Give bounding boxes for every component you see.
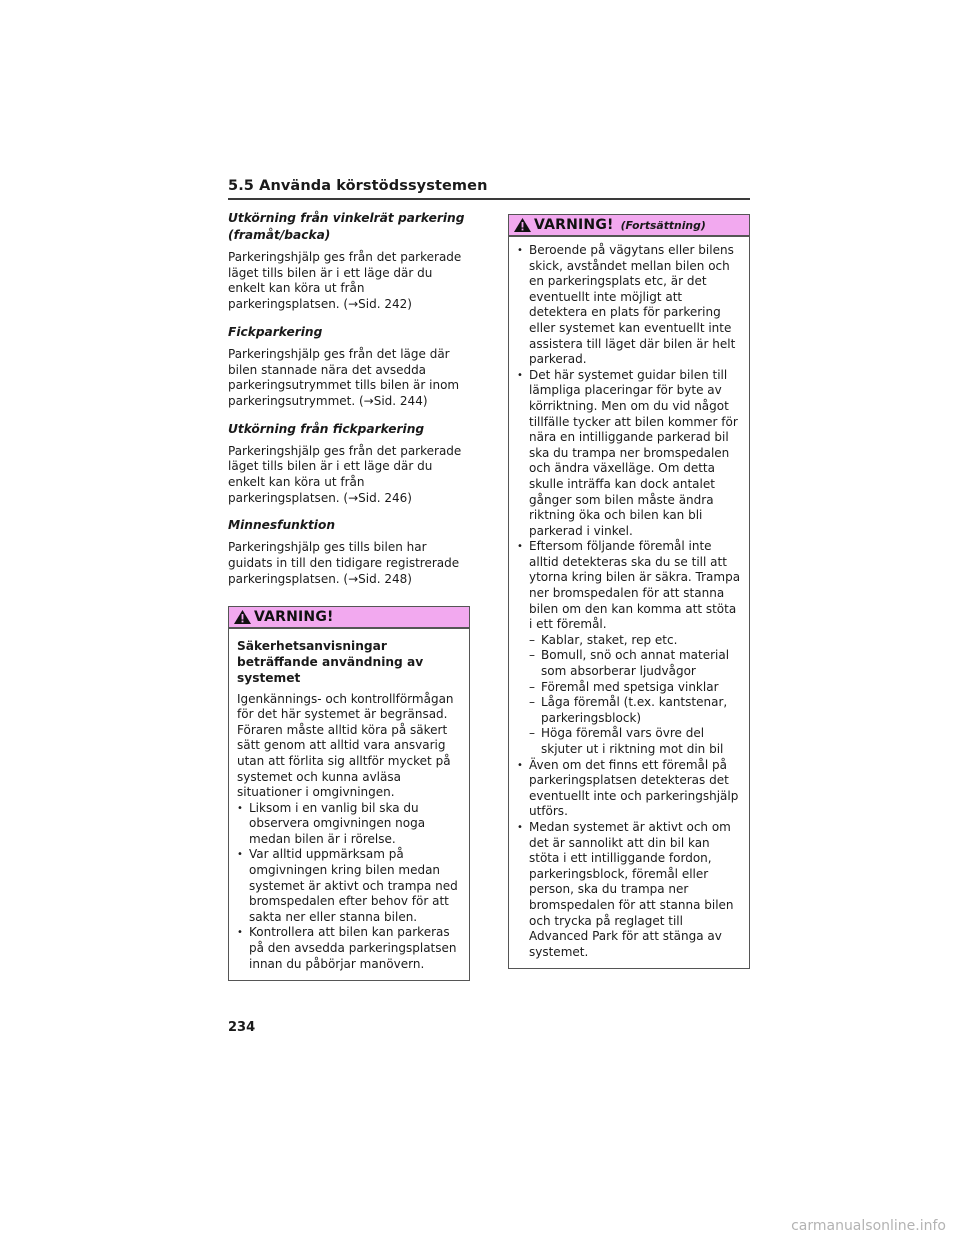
warning-box xyxy=(228,606,470,982)
block-heading: Utkörning från vinkelrät parkering (framåt/backa) xyxy=(228,211,465,242)
block-heading: Fickparkering xyxy=(228,324,323,339)
list-item: • Kontrollera att bilen kan parkeras på den avsedda parkeringsplatsen innan du påbörjar manövern. xyxy=(237,925,461,972)
block-text: Parkeringshjälp ges från det parkerade läget tills bilen är i ett läge där du enkelt kan köra ut från parkeringsplatsen. (→Sid. 246) xyxy=(228,443,462,505)
warning-title: Säkerhetsanvisningar beträffande användning av systemet xyxy=(237,638,424,685)
watermark: carmanualsonline.info xyxy=(791,1218,946,1234)
warning-header xyxy=(229,607,469,629)
warning-header xyxy=(509,215,749,237)
list-item: • Beroende på vägytans eller bilens skick, avståndet mellan bilen och en parkeringsplats etc, är det eventuellt inte möjligt att detektera en plats för parkering eller systemet kan eventuellt inte assistera till läget där bilen är helt parkerad. xyxy=(517,243,741,368)
block-text: Parkeringshjälp ges från det parkerade läget tills bilen är i ett läge där du enkelt kan köra ut från parkeringsplatsen. (→Sid. 242) xyxy=(228,250,462,312)
warning-body xyxy=(229,629,469,981)
warning-triangle-icon xyxy=(513,217,532,233)
list-item: • Även om det finns ett föremål på parkeringsplatsen detekteras det eventuellt inte och parkeringshjälp utförs. xyxy=(517,758,741,820)
content-block-3 xyxy=(228,421,470,507)
right-column xyxy=(508,214,750,969)
list-item: • Liksom i en vanlig bil ska du observera omgivningen noga medan bilen är i rörelse. xyxy=(237,801,461,848)
content-block-2 xyxy=(228,324,470,410)
list-item-text: Eftersom följande föremål inte alltid detekteras ska du se till att ytorna kring bilen är säkra. Trampa ner bromspedalen för att stanna bilen om den kan komma att stöta i ett föremål. xyxy=(529,539,741,632)
sub-list-item: – Föremål med spetsiga vinklar xyxy=(529,680,741,696)
list-item: • Det här systemet guidar bilen till lämpliga placeringar för byte av körriktning. Men om du vid något tillfälle tycker att bilen kommer för nära en intilliggande parkerad bil ska du trampa ner bromspedalen och ändra växelläge. Om detta skulle inträffa kan dock antalet gånger som bilen måste ändra riktning öka och bilen kan bli parkerad i vinkel. xyxy=(517,368,741,540)
section-header xyxy=(228,178,750,200)
block-heading: Utkörning från fickparkering xyxy=(228,421,425,436)
sub-list-item: – Bomull, snö och annat material som absorberar ljudvågor xyxy=(529,648,741,679)
block-text: Parkeringshjälp ges från det läge där bilen stannade nära det avsedda parkeringsutrymmet tills bilen är inom parkeringsutrymmet. (→Sid. 244) xyxy=(228,346,460,408)
content-block-1 xyxy=(228,210,470,313)
warning-intro: Igenkännings- och kontrollförmågan för det här systemet är begränsad. Föraren måste alltid köra på säkert sätt genom att alltid vara ansvarig utan att förlita sig alltför mycket på systemet och kunna avläsa situationer i omgivningen. xyxy=(237,691,454,800)
section-rule xyxy=(228,198,750,200)
sub-list-item: – Kablar, staket, rep etc. xyxy=(529,633,741,649)
sub-list-item: – Låga föremål (t.ex. kantstenar, parkeringsblock) xyxy=(529,695,741,726)
warning-bullets xyxy=(237,801,461,973)
warning-triangle-icon xyxy=(233,609,252,625)
list-item xyxy=(517,539,741,757)
sub-list-item: – Höga föremål vars övre del skjuter ut i riktning mot din bil xyxy=(529,726,741,757)
warning-label: VARNING! xyxy=(534,217,614,233)
list-item: • Medan systemet är aktivt och om det är sannolikt att din bil kan stöta i ett intilliggande fordon, parkeringsblock, föremål eller person, ska du trampa ner bromspedalen för att stanna bilen och trycka på reglaget till Advanced Park för att stänga av systemet. xyxy=(517,820,741,960)
section-title: 5.5 Använda körstödssystemen xyxy=(228,178,488,194)
warning-continued-label: (Fortsättning) xyxy=(620,218,706,232)
block-heading: Minnesfunktion xyxy=(228,518,335,533)
warning-label: VARNING! xyxy=(254,608,334,625)
left-column xyxy=(228,210,470,981)
block-text: Parkeringshjälp ges tills bilen har guidats in till den tidigare registrerade parkeringsplatsen. (→Sid. 248) xyxy=(228,540,460,586)
warning-box-continued xyxy=(508,214,750,969)
warning-body xyxy=(509,237,749,968)
page-number: 234 xyxy=(228,1020,256,1035)
warning-bullets xyxy=(517,243,741,960)
list-item: • Var alltid uppmärksam på omgivningen kring bilen medan systemet är aktivt och trampa ned bromspedalen efter behov för att sakta ner eller stanna bilen. xyxy=(237,847,461,925)
content-block-4 xyxy=(228,517,470,587)
sub-list xyxy=(529,633,741,758)
